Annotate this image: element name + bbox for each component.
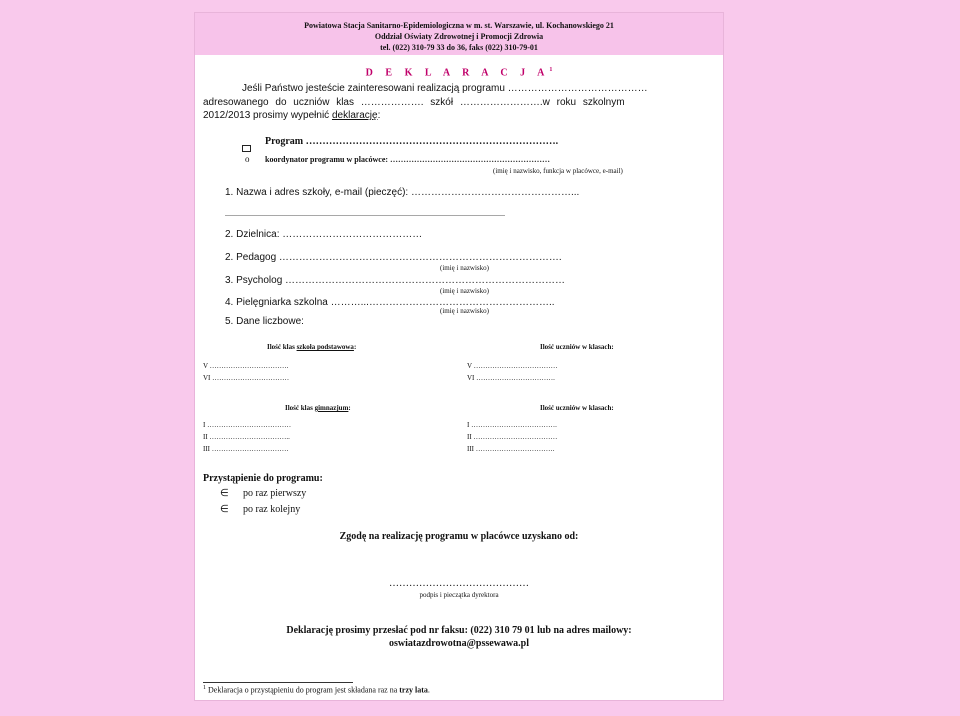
- option-first-bullet[interactable]: ∈: [220, 488, 229, 499]
- join-program-label: Przystąpienie do programu:: [203, 473, 323, 484]
- pedagog-label: 2. Pedagog ………………………………………………………………………….: [225, 252, 562, 263]
- nurse-hint: (imię i nazwisko): [440, 307, 489, 315]
- footnote-mark: 1: [203, 685, 206, 691]
- header-line-1: Powiatowa Stacja Sanitarno-Epidemiologiczna w m. st. Warszawie, ul. Kochanowskiego 21: [304, 21, 614, 30]
- intro-line-1: Jeśli Państwo jesteście zainteresowani realizacją programu ……………………………………: [242, 83, 648, 94]
- document-title: [195, 67, 723, 78]
- gymnasium-classes-header: [285, 404, 351, 412]
- program-label: Program ………………………………………………………………….: [265, 136, 559, 147]
- primary-row-v-classes: V …………………………….: [203, 362, 289, 370]
- header-line-3: tel. (022) 310-79 33 do 36, faks (022) 310-79-01: [380, 43, 538, 52]
- intro-line-2: adresowanego do uczniów klas ………………. szkół …………………….w roku szkolnym: [203, 97, 625, 108]
- district-label: 2. Dzielnica: ……………………………………: [225, 229, 423, 240]
- footnote-period: .: [427, 685, 430, 695]
- signature-line: ……………………………………: [389, 578, 529, 589]
- primary-row-vi-classes: VI ……………………………: [203, 374, 290, 382]
- footnote-divider: [203, 682, 353, 683]
- submit-instructions: Deklarację prosimy przesłać pod nr faksu: (022) 310 79 01 lub na adres mailowy:: [286, 625, 632, 636]
- gymnasium-classes-colon: :: [348, 404, 351, 412]
- intro-line-3-text: 2012/2013 prosimy wypełnić: [203, 110, 332, 121]
- consent-label: Zgodę na realizację programu w placówce uzyskano od:: [339, 531, 579, 542]
- primary-school-link: szkoła podstawowa: [296, 343, 354, 351]
- footnote-text: Deklaracja o przystąpieniu do program jest składana raz na: [206, 685, 400, 695]
- intro-line-3: [203, 110, 380, 121]
- primary-students-header: Ilość uczniów w klasach:: [540, 343, 614, 351]
- intro-line-3-colon: :: [377, 110, 381, 121]
- header-line-2: Oddział Oświaty Zdrowotnej i Promocji Zdrowia: [374, 32, 544, 41]
- declaration-link[interactable]: deklarację: [331, 110, 378, 121]
- title-text: D E K L A R A C J A: [365, 67, 550, 79]
- psycholog-hint: (imię i nazwisko): [440, 287, 489, 295]
- primary-classes-prefix: Ilość klas: [267, 343, 297, 351]
- coordinator-label: koordynator programu w placówce: ……………………………………………………: [265, 155, 551, 164]
- gymnasium-row-iii-students: III …………………………….: [467, 445, 555, 453]
- gymnasium-row-iii-classes: III ……………………………: [203, 445, 289, 453]
- school-name-continuation: ............................................................................................................................................: [225, 209, 505, 218]
- submit-email[interactable]: oswiatazdrowotna@pssewawa.pl: [389, 638, 529, 649]
- school-name-label: 1. Nazwa i adres szkoły, e-mail (pieczęć): …………………………………………...: [225, 187, 580, 198]
- primary-row-vi-students: VI …………………………….: [467, 374, 555, 382]
- gymnasium-students-header: Ilość uczniów w klasach:: [540, 404, 614, 412]
- coordinator-hint: (imię i nazwisko, funkcja w placówce, e-mail): [493, 167, 623, 175]
- coordinator-bullet: o: [245, 154, 250, 164]
- gymnasium-row-i-students: I ……………………………….: [467, 421, 557, 429]
- signature-hint: podpis i pieczątka dyrektora: [419, 591, 499, 599]
- title-footnote-mark: 1: [549, 67, 553, 73]
- option-first-time: po raz pierwszy: [243, 488, 307, 499]
- pedagog-hint: (imię i nazwisko): [440, 264, 489, 272]
- gymnasium-classes-prefix: Ilość klas: [285, 404, 315, 412]
- institution-header: [195, 13, 723, 55]
- option-again-bullet[interactable]: ∈: [220, 504, 229, 515]
- option-again: po raz kolejny: [243, 504, 301, 515]
- gymnasium-row-i-classes: I ………………………………: [203, 421, 292, 429]
- footnote: [203, 685, 430, 695]
- gymnasium-row-ii-students: II ………………………………: [467, 433, 558, 441]
- gymnasium-row-ii-classes: II ……………………………..: [203, 433, 290, 441]
- psycholog-label: 3. Psycholog …………………………………………………………………………: [225, 275, 566, 286]
- nurse-label: 4. Pielęgniarka szkolna ………...………………………………………………..: [225, 297, 555, 308]
- primary-classes-colon: :: [353, 343, 357, 351]
- footnote-three-years: trzy lata: [399, 685, 428, 695]
- gymnasium-link: gimnazjum: [314, 404, 349, 412]
- primary-row-v-students: V ………………………………: [467, 362, 558, 370]
- numeric-data-label: 5. Dane liczbowe:: [225, 316, 304, 327]
- declaration-page: [195, 13, 723, 700]
- primary-classes-header: [267, 343, 356, 351]
